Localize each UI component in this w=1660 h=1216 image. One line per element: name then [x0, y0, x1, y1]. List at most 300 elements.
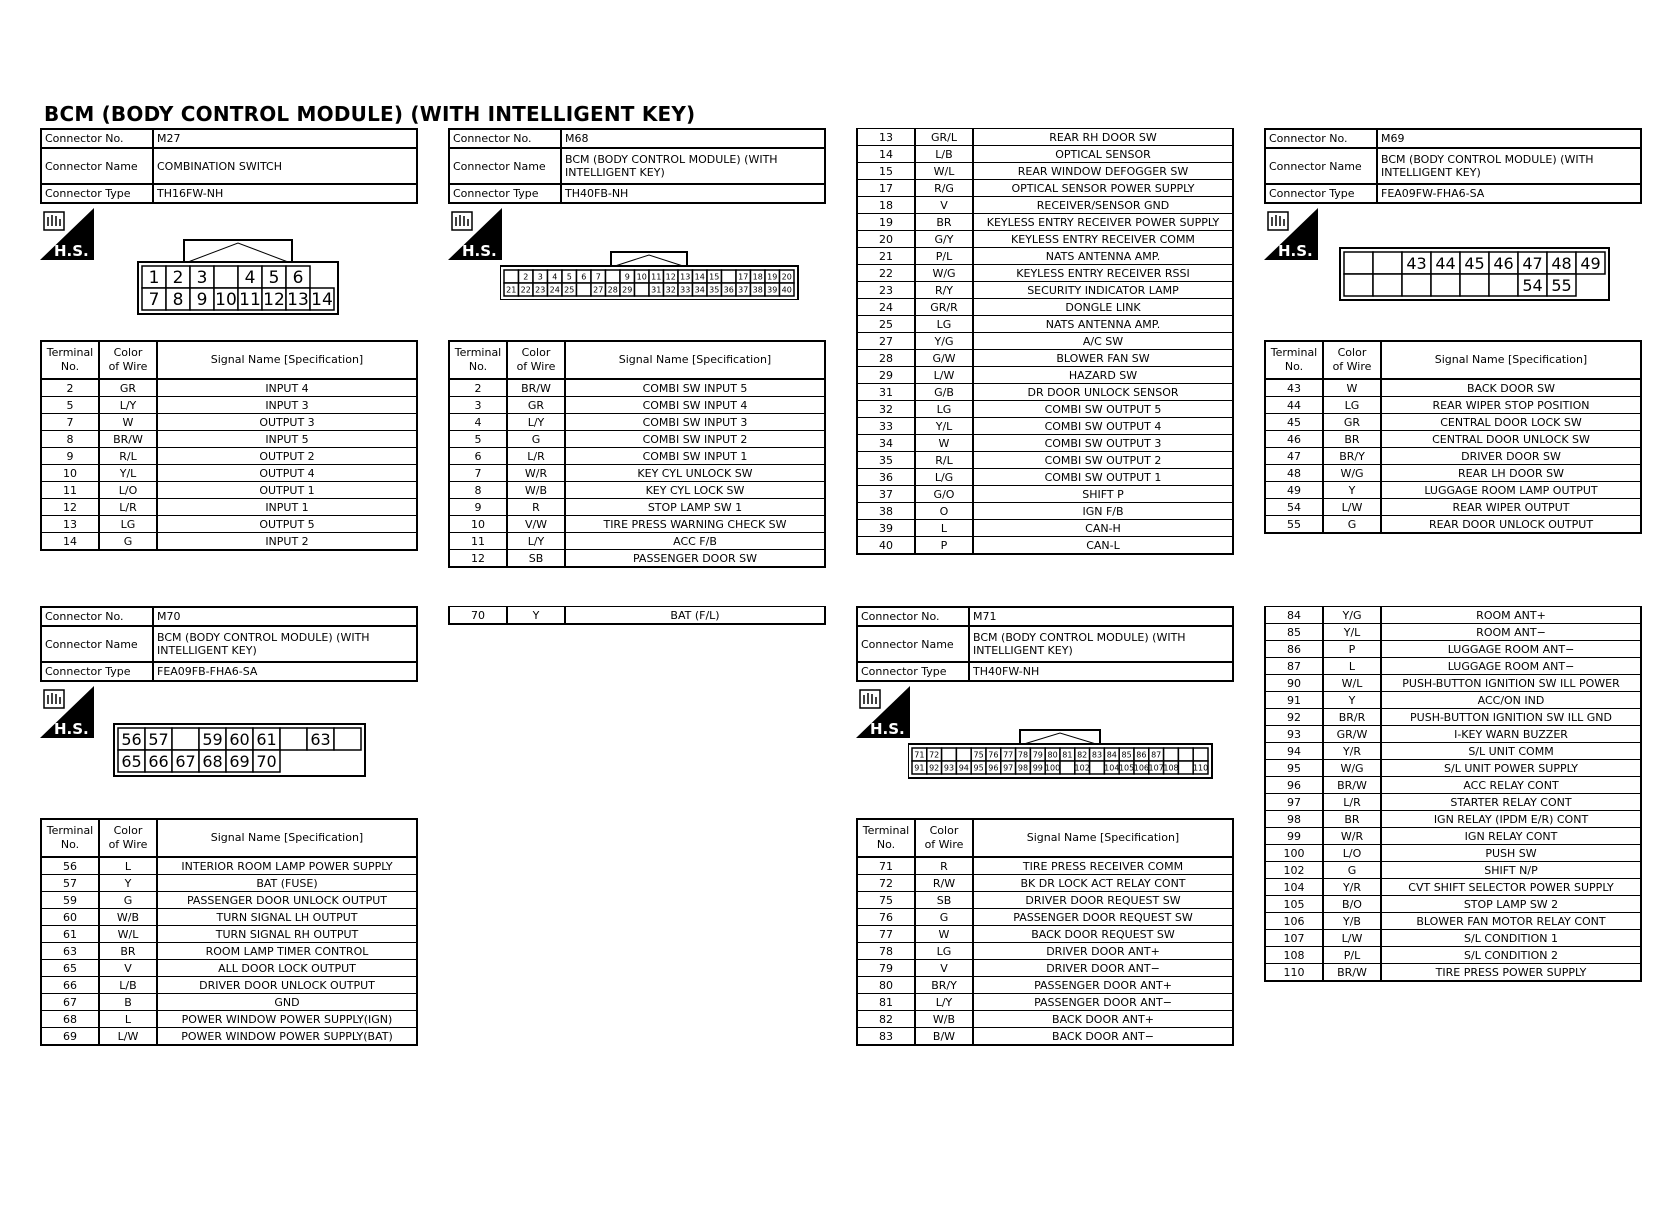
signal-name: KEY CYL UNLOCK SW: [565, 465, 825, 482]
pin-row: [41, 943, 417, 960]
pin-row: [857, 401, 1233, 418]
pin-number: 96: [988, 763, 999, 773]
wire-color: R: [915, 857, 973, 875]
wire-color: W/B: [507, 482, 565, 499]
signal-name: INPUT 5: [157, 431, 417, 448]
terminal-no: 12: [41, 499, 99, 516]
pin-row: [41, 448, 417, 465]
signal-name: BK DR LOCK ACT RELAY CONT: [973, 875, 1233, 892]
signal-name: SECURITY INDICATOR LAMP: [973, 282, 1233, 299]
wire-color: L: [99, 857, 157, 875]
signal-name: INTERIOR ROOM LAMP POWER SUPPLY: [157, 857, 417, 875]
signal-name: COMBI SW INPUT 5: [565, 379, 825, 397]
signal-name: COMBI SW INPUT 2: [565, 431, 825, 448]
signal-name: ACC/ON IND: [1381, 692, 1641, 709]
pin-number: 38: [752, 285, 763, 295]
pin-row: [1265, 930, 1641, 947]
signal-name: COMBI SW OUTPUT 3: [973, 435, 1233, 452]
signal-name: BACK DOOR REQUEST SW: [973, 926, 1233, 943]
wire-color: L/G: [915, 469, 973, 486]
pin-row: [1265, 777, 1641, 794]
connector-header-m70: [40, 606, 418, 682]
pin-row: [857, 197, 1233, 214]
pin-cavity: [1402, 274, 1431, 296]
wire-color: V: [915, 960, 973, 977]
terminal-no: 105: [1265, 896, 1323, 913]
pin-row: [41, 892, 417, 909]
pin-number: 91: [914, 763, 925, 773]
terminal-no: 94: [1265, 743, 1323, 760]
signal-name: OUTPUT 2: [157, 448, 417, 465]
pin-number: 40: [781, 285, 792, 295]
pin-row: [449, 482, 825, 499]
terminal-no: 59: [41, 892, 99, 909]
signal-name: COMBI SW INPUT 4: [565, 397, 825, 414]
terminal-no: 15: [857, 163, 915, 180]
pin-row: [1265, 947, 1641, 964]
pin-row: [449, 448, 825, 465]
pin-number: 70: [256, 751, 277, 771]
hand-icon: [860, 690, 880, 708]
terminal-no: 63: [41, 943, 99, 960]
pin-number: 8: [172, 290, 184, 311]
pin-row: [857, 316, 1233, 333]
signal-name: BAT (FUSE): [157, 875, 417, 892]
terminal-no: 97: [1265, 794, 1323, 811]
wire-color: W: [915, 926, 973, 943]
terminal-no: 31: [857, 384, 915, 401]
signal-name: DONGLE LINK: [973, 299, 1233, 316]
signal-name: ROOM ANT+: [1381, 607, 1641, 624]
pin-row: [857, 1011, 1233, 1028]
pin-cavity: [1344, 252, 1373, 274]
wire-color: R/L: [99, 448, 157, 465]
pin-number: 31: [651, 285, 662, 295]
terminal-no: 8: [449, 482, 507, 499]
terminal-no: 91: [1265, 692, 1323, 709]
terminal-header: Terminal No.: [41, 341, 99, 379]
wire-color: G: [1323, 862, 1381, 879]
pin-row: [1265, 726, 1641, 743]
signal-name: ROOM LAMP TIMER CONTROL: [157, 943, 417, 960]
pin-row: [449, 516, 825, 533]
signal-name: COMBI SW OUTPUT 1: [973, 469, 1233, 486]
terminal-no: 104: [1265, 879, 1323, 896]
terminal-no: 9: [449, 499, 507, 516]
wire-color: B/O: [1323, 896, 1381, 913]
pin-number: 27: [593, 285, 604, 295]
signal-name: GND: [157, 994, 417, 1011]
pin-row: [1265, 845, 1641, 862]
wire-color: G: [99, 533, 157, 551]
pin-number: 29: [622, 285, 633, 295]
connector-no-label: Connector No.: [857, 607, 969, 626]
terminal-no: 4: [449, 414, 507, 431]
wire-color: G/W: [915, 350, 973, 367]
terminal-no: 86: [1265, 641, 1323, 658]
terminal-no: 18: [857, 197, 915, 214]
wire-color: P: [1323, 641, 1381, 658]
pin-number: 44: [1435, 253, 1456, 273]
wire-color: G/Y: [915, 231, 973, 248]
pin-cavity: [1178, 761, 1193, 774]
pin-row: [1265, 794, 1641, 811]
signal-name: CAN-H: [973, 520, 1233, 537]
signal-name: CAN-L: [973, 537, 1233, 555]
pin-row: [449, 550, 825, 568]
pin-cavity: [1193, 748, 1208, 761]
pin-row: [857, 486, 1233, 503]
terminal-no: 28: [857, 350, 915, 367]
wire-color: V: [915, 197, 973, 214]
pin-number: 21: [506, 285, 517, 295]
wire-color: W/B: [915, 1011, 973, 1028]
signal-name: SHIFT P: [973, 486, 1233, 503]
pin-cavity: [577, 283, 592, 296]
signal-name: COMBI SW OUTPUT 2: [973, 452, 1233, 469]
pin-row: [857, 214, 1233, 231]
signal-name: ACC RELAY CONT: [1381, 777, 1641, 794]
pin-row: [449, 379, 825, 397]
terminal-no: 36: [857, 469, 915, 486]
signal-name: COMBI SW OUTPUT 5: [973, 401, 1233, 418]
signal-name: REAR WINDOW DEFOGGER SW: [973, 163, 1233, 180]
pin-row: [1265, 743, 1641, 760]
signal-name: TURN SIGNAL LH OUTPUT: [157, 909, 417, 926]
connector-name-label: Connector Name: [41, 148, 153, 184]
pin-row: [449, 431, 825, 448]
terminal-no: 21: [857, 248, 915, 265]
terminal-no: 85: [1265, 624, 1323, 641]
pin-cavity: [214, 266, 238, 288]
pin-cavity: [606, 270, 621, 283]
pin-number: 59: [202, 729, 223, 749]
pin-row: [857, 503, 1233, 520]
terminal-no: 55: [1265, 516, 1323, 534]
terminal-no: 22: [857, 265, 915, 282]
pin-number: 82: [1077, 750, 1088, 760]
signal-name: REAR LH DOOR SW: [1381, 465, 1641, 482]
pin-row: [41, 482, 417, 499]
terminal-no: 102: [1265, 862, 1323, 879]
wire-color: W/L: [915, 163, 973, 180]
terminal-no: 69: [41, 1028, 99, 1046]
pin-row: [857, 418, 1233, 435]
pin-cavity: [1373, 274, 1402, 296]
wire-color: P/L: [915, 248, 973, 265]
wire-color: W/G: [915, 265, 973, 282]
pin-table-m70-continued: [448, 606, 826, 625]
wire-color: G: [99, 892, 157, 909]
signal-name: OUTPUT 4: [157, 465, 417, 482]
pin-number: 87: [1151, 750, 1162, 760]
color-header: Color of Wire: [507, 341, 565, 379]
wire-color: W/L: [1323, 675, 1381, 692]
signal-name: OPTICAL SENSOR: [973, 146, 1233, 163]
pin-number: 24: [549, 285, 560, 295]
terminal-no: 57: [41, 875, 99, 892]
connector-header-m69: [1264, 128, 1642, 204]
terminal-no: 5: [41, 397, 99, 414]
pin-row: [1265, 964, 1641, 982]
terminal-no: 96: [1265, 777, 1323, 794]
pin-cavity: [1489, 274, 1518, 296]
pin-number: 12: [665, 272, 676, 282]
pin-number: 108: [1163, 763, 1179, 773]
signal-name: LUGGAGE ROOM LAMP OUTPUT: [1381, 482, 1641, 499]
signal-name: BLOWER FAN SW: [973, 350, 1233, 367]
pin-number: 2: [172, 268, 184, 289]
signal-name: TIRE PRESS POWER SUPPLY: [1381, 964, 1641, 982]
pin-row: [1265, 516, 1641, 534]
terminal-no: 48: [1265, 465, 1323, 482]
pin-number: 75: [973, 750, 984, 760]
signal-name: CENTRAL DOOR LOCK SW: [1381, 414, 1641, 431]
pin-row: [41, 977, 417, 994]
wire-color: GR: [99, 379, 157, 397]
wire-color: LG: [915, 401, 973, 418]
pin-row: [41, 533, 417, 551]
pin-number: 43: [1406, 253, 1427, 273]
pin-number: 68: [202, 751, 223, 771]
wire-color: Y/R: [1323, 879, 1381, 896]
pin-number: 94: [958, 763, 969, 773]
pin-cavity: [1431, 274, 1460, 296]
pin-number: 97: [1003, 763, 1014, 773]
color-header: Color of Wire: [915, 819, 973, 857]
signal-name: S/L UNIT COMM: [1381, 743, 1641, 760]
wire-color: L/W: [1323, 499, 1381, 516]
signal-name: REAR DOOR UNLOCK OUTPUT: [1381, 516, 1641, 534]
wire-color: L/W: [99, 1028, 157, 1046]
terminal-no: 29: [857, 367, 915, 384]
terminal-no: 61: [41, 926, 99, 943]
pin-row: [41, 857, 417, 875]
wire-color: BR/W: [1323, 964, 1381, 982]
pin-cavity: [1373, 252, 1402, 274]
terminal-no: 5: [449, 431, 507, 448]
pin-row: [41, 926, 417, 943]
pin-number: 36: [723, 285, 734, 295]
signal-name: COMBI SW INPUT 1: [565, 448, 825, 465]
pin-number: 33: [680, 285, 691, 295]
pin-number: 18: [752, 272, 763, 282]
wire-color: BR: [1323, 431, 1381, 448]
signal-name: PUSH-BUTTON IGNITION SW ILL POWER: [1381, 675, 1641, 692]
pin-row: [1265, 414, 1641, 431]
terminal-no: 93: [1265, 726, 1323, 743]
signal-name: STOP LAMP SW 1: [565, 499, 825, 516]
connector-name-label: Connector Name: [449, 148, 561, 184]
pin-cavity: [280, 728, 307, 750]
signal-name: INPUT 4: [157, 379, 417, 397]
connector-name-label: Connector Name: [857, 626, 969, 662]
pin-row: [1265, 811, 1641, 828]
signal-name: BLOWER FAN MOTOR RELAY CONT: [1381, 913, 1641, 930]
terminal-no: 46: [1265, 431, 1323, 448]
pin-row: [857, 469, 1233, 486]
pin-row: [41, 397, 417, 414]
hand-icon: [44, 212, 64, 230]
terminal-no: 95: [1265, 760, 1323, 777]
signal-name: S/L CONDITION 1: [1381, 930, 1641, 947]
pin-row: [857, 452, 1233, 469]
terminal-no: 35: [857, 452, 915, 469]
pin-row: [1265, 862, 1641, 879]
pin-number: 14: [311, 290, 333, 311]
pin-number: 72: [929, 750, 940, 760]
pin-number: 45: [1464, 253, 1485, 273]
connector-no-label: Connector No.: [41, 129, 153, 148]
terminal-no: 8: [41, 431, 99, 448]
terminal-no: 9: [41, 448, 99, 465]
signal-name: DRIVER DOOR ANT+: [973, 943, 1233, 960]
terminal-no: 23: [857, 282, 915, 299]
terminal-no: 92: [1265, 709, 1323, 726]
pin-row: [41, 960, 417, 977]
signal-name: PASSENGER DOOR ANT+: [973, 977, 1233, 994]
terminal-no: 13: [857, 129, 915, 146]
wire-color: LG: [1323, 397, 1381, 414]
signal-name: OUTPUT 5: [157, 516, 417, 533]
signal-name: TURN SIGNAL RH OUTPUT: [157, 926, 417, 943]
pin-number: 11: [239, 290, 261, 311]
pin-row: [857, 350, 1233, 367]
signal-name: REAR WIPER OUTPUT: [1381, 499, 1641, 516]
pin-row: [857, 892, 1233, 909]
pin-number: 2: [523, 272, 529, 282]
wire-color: W/R: [507, 465, 565, 482]
signal-name: INPUT 1: [157, 499, 417, 516]
terminal-no: 13: [41, 516, 99, 533]
pin-number: 6: [581, 272, 587, 282]
wire-color: L/W: [1323, 930, 1381, 947]
wire-color: L/O: [1323, 845, 1381, 862]
wire-color: W: [915, 435, 973, 452]
pin-row: [1265, 499, 1641, 516]
page-title: BCM (BODY CONTROL MODULE) (WITH INTELLIGENT KEY): [44, 102, 696, 126]
signal-name: IGN F/B: [973, 503, 1233, 520]
signal-name: HAZARD SW: [973, 367, 1233, 384]
pin-row: [1265, 760, 1641, 777]
signal-name: POWER WINDOW POWER SUPPLY(IGN): [157, 1011, 417, 1028]
connector-type-label: Connector Type: [1265, 184, 1377, 203]
wire-color: Y/L: [1323, 624, 1381, 641]
pin-row: [857, 299, 1233, 316]
terminal-no: 84: [1265, 607, 1323, 624]
terminal-no: 107: [1265, 930, 1323, 947]
connector-header-m27: [40, 128, 418, 204]
wire-color: P: [915, 537, 973, 555]
connector-no-value: M71: [969, 607, 1233, 626]
pin-number: 7: [595, 272, 601, 282]
pin-row: [41, 465, 417, 482]
pin-row: [1265, 675, 1641, 692]
pin-number: 93: [943, 763, 955, 773]
connector-face-m69: [1336, 242, 1632, 306]
signal-header: Signal Name [Specification]: [157, 819, 417, 857]
terminal-no: 3: [449, 397, 507, 414]
pin-row: [1265, 879, 1641, 896]
pin-number: 81: [1062, 750, 1073, 760]
terminal-no: 80: [857, 977, 915, 994]
pin-cavity: [1164, 748, 1179, 761]
pin-row: [1265, 658, 1641, 675]
pin-row: [1265, 482, 1641, 499]
pin-row: [41, 1011, 417, 1028]
pin-row: [449, 397, 825, 414]
wire-color: G: [1323, 516, 1381, 534]
connector-name-value: BCM (BODY CONTROL MODULE) (WITH INTELLIGENT KEY): [561, 148, 825, 184]
wire-color: L/Y: [507, 533, 565, 550]
pin-row: [1265, 431, 1641, 448]
pin-number: 79: [1032, 750, 1043, 760]
pin-number: 71: [914, 750, 925, 760]
signal-name: NATS ANTENNA AMP.: [973, 248, 1233, 265]
terminal-no: 6: [449, 448, 507, 465]
wire-color: Y/G: [1323, 607, 1381, 624]
pin-row: [41, 875, 417, 892]
connector-no-label: Connector No.: [449, 129, 561, 148]
pin-row: [857, 435, 1233, 452]
wire-color: GR/W: [1323, 726, 1381, 743]
signal-name: INPUT 3: [157, 397, 417, 414]
signal-name: COMBI SW OUTPUT 4: [973, 418, 1233, 435]
signal-name: DRIVER DOOR REQUEST SW: [973, 892, 1233, 909]
terminal-no: 72: [857, 875, 915, 892]
terminal-no: 78: [857, 943, 915, 960]
signal-name: PASSENGER DOOR SW: [565, 550, 825, 568]
connector-face-m27: [134, 232, 346, 316]
connector-no-label: Connector No.: [1265, 129, 1377, 148]
terminal-no: 98: [1265, 811, 1323, 828]
pin-row: [41, 431, 417, 448]
pin-number: 106: [1133, 763, 1150, 773]
pin-cavity: [942, 748, 957, 761]
pin-number: 6: [292, 268, 304, 289]
signal-name: PUSH-BUTTON IGNITION SW ILL GND: [1381, 709, 1641, 726]
wire-color: Y/B: [1323, 913, 1381, 930]
pin-number: 100: [1044, 763, 1061, 773]
pin-cavity: [334, 728, 361, 750]
signal-name: KEY CYL LOCK SW: [565, 482, 825, 499]
pin-number: 57: [148, 729, 169, 749]
wire-color: V/W: [507, 516, 565, 533]
terminal-no: 76: [857, 909, 915, 926]
wire-color: L/R: [507, 448, 565, 465]
connector-type-label: Connector Type: [449, 184, 561, 203]
pin-row: [41, 994, 417, 1011]
terminal-no: 83: [857, 1028, 915, 1046]
pin-number: 9: [624, 272, 630, 282]
terminal-no: 82: [857, 1011, 915, 1028]
signal-name: ROOM ANT−: [1381, 624, 1641, 641]
wire-color: W/B: [99, 909, 157, 926]
terminal-no: 108: [1265, 947, 1323, 964]
wire-color: O: [915, 503, 973, 520]
signal-name: BAT (F/L): [565, 607, 825, 625]
signal-name: NATS ANTENNA AMP.: [973, 316, 1233, 333]
pin-number: 78: [1017, 750, 1029, 760]
connector-face-m68: [500, 248, 800, 300]
wire-color: B/W: [915, 1028, 973, 1046]
wire-color: Y: [507, 607, 565, 625]
wire-color: LG: [915, 316, 973, 333]
pin-number: 34: [694, 285, 705, 295]
pin-number: 49: [1580, 253, 1601, 273]
signal-name: PUSH SW: [1381, 845, 1641, 862]
pin-number: 48: [1551, 253, 1572, 273]
